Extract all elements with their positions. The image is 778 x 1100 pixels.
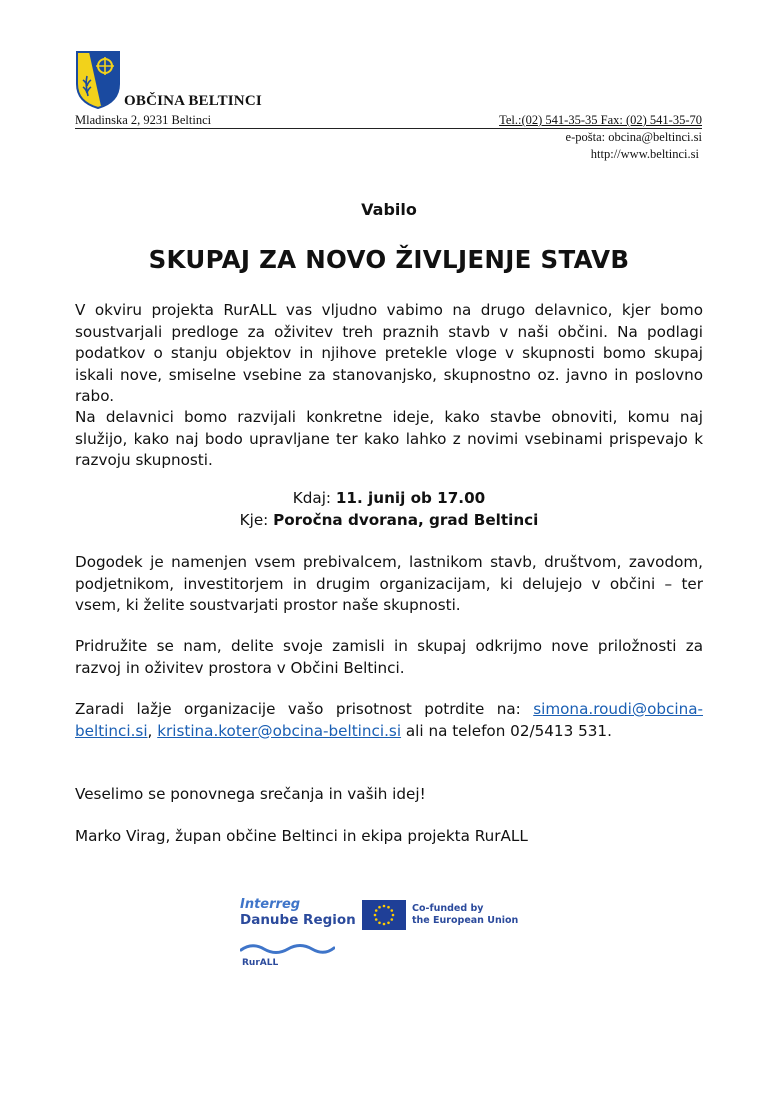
rsvp-email-link-1[interactable]: simona.roudi@obcina-beltinci.si [75, 700, 703, 740]
signature-line: Marko Virag, župan občine Beltinci in ekipa projekta RurALL [75, 827, 528, 845]
address-line [75, 113, 702, 129]
where-value: Poročna dvorana, grad Beltinci [273, 511, 539, 529]
rsvp-separator: , [147, 721, 158, 740]
when-value: 11. junij ob 17.00 [335, 489, 486, 507]
event-where [0, 511, 778, 529]
audience-paragraph: Dogodek je namenjen vsem prebivalcem, lastnikom stavb, društvom, zavodom, podjetnikom, investitorjem in drugim organizacijam, ki delujejo v občini – ter vsem, ki želite soustvarjati prostor naše skupnosti. [75, 553, 703, 614]
contact-website: http://www.beltinci.si [590, 147, 699, 161]
funding-logos [240, 898, 540, 973]
interreg-logo [240, 898, 356, 928]
rsvp-paragraph [75, 699, 703, 742]
join-paragraph: Pridružite se nam, delite svoje zamisli in skupaj odkrijmo nove priložnosti za razvoj in oživitev prostora v Občini Beltinci. [75, 637, 703, 677]
intro-paragraph: V okviru projekta RurALL vas vljudno vabimo na drugo delavnico, kjer bomo soustvarjali predloge za oživitev treh praznih stavb v naši občini. Na podlagi podatkov o stanju objektov in njihove pretekle vloge v skupnosti bomo skupaj iskali nove, smiselne vsebine za stanovanjsko, skupnostno oz. javno in poslovno rabo. [75, 301, 703, 405]
when-label: Kdaj: [292, 489, 336, 507]
phone-fax: Tel.:(02) 541-35-35 Fax: (02) 541-35-70 [499, 113, 702, 127]
invitation-title: SKUPAJ ZA NOVO ŽIVLJENJE STAVB [148, 245, 630, 274]
address: Mladinska 2, 9231 Beltinci [75, 113, 212, 127]
where-label: Kje: [239, 511, 274, 529]
municipality-crest-icon [75, 50, 121, 110]
details-paragraph: Na delavnici bomo razvijali konkretne ideje, kako stavbe obnoviti, komu naj služijo, kako naj bodo upravljane ter kako lahko z novimi vsebinami prispevajo k razvoju skupnosti. [75, 408, 703, 469]
eu-line-2: the European Union [412, 915, 519, 926]
rsvp-prefix: Zaradi lažje organizacije vašo prisotnost potrdite na: [75, 700, 534, 718]
eu-line-1: Co-funded by [412, 903, 484, 914]
closing-line: Veselimo se ponovnega srečanja in vaših idej! [75, 785, 426, 803]
invitation-kicker: Vabilo [361, 200, 417, 219]
interreg-wordmark: Interreg [240, 897, 301, 912]
eu-flag-icon [362, 900, 406, 930]
rurall-wordmark: RurALL [242, 958, 279, 968]
organization-name: OBČINA BELTINCI [124, 93, 262, 109]
event-when [0, 489, 778, 507]
rurall-wave-icon [240, 942, 335, 956]
rsvp-email-link-2[interactable]: kristina.koter@obcina-beltinci.si [157, 721, 402, 740]
danube-region-wordmark: Danube Region [240, 912, 356, 928]
contact-email: e-pošta: obcina@beltinci.si [565, 130, 702, 144]
eu-cofunded-text [412, 903, 518, 927]
rsvp-suffix: ali na telefon 02/5413 531. [401, 721, 612, 740]
